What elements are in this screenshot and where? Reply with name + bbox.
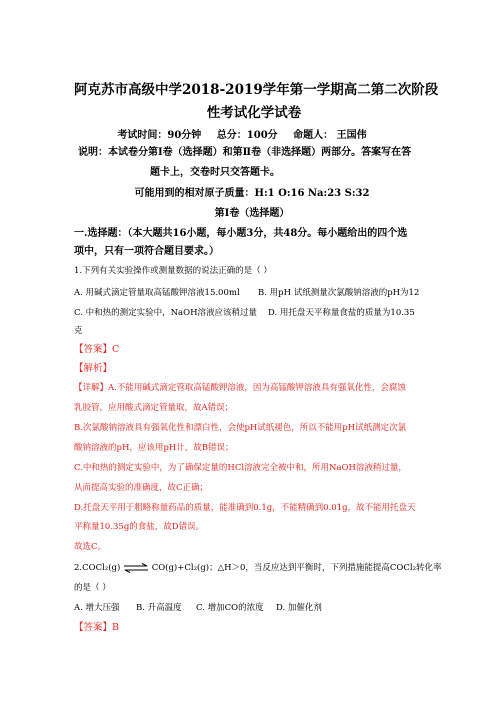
instructions-line1: 说明：本试卷分第Ⅰ卷（选择题）和第Ⅱ卷（非选择题）两部分。答案写在答 <box>78 147 412 158</box>
q1-detail-2: 乳胶管，应用酸式滴定管量取，故A错误； <box>74 403 234 413</box>
q1-option-a: A. 用碱式滴定管量取高锰酸钾溶液15.00ml <box>74 288 240 298</box>
q1-option-b: B. 用pH 试纸测量次氯酸钠溶液的pH为12 <box>258 288 420 298</box>
q1-detail-8: 平称量10.35g的食盐，故D错误。 <box>74 522 205 532</box>
q1-option-c: C. 中和热的测定实验中，NaOH溶液应该稍过量 <box>74 308 257 318</box>
atomic-masses: 可能用到的相对原子质量：H:1 O:16 Na:23 S:32 <box>134 188 370 199</box>
q2-option-a: A. 增大压强 <box>74 603 120 613</box>
q1-option-d-cont: 克 <box>74 326 83 336</box>
q2-reactant: 2.COCl₂(g) <box>74 563 121 573</box>
q2-option-c: C. 增加CO的浓度 <box>196 603 264 613</box>
q1-detail-5: C.中和热的测定实验中，为了确保定量的HCl溶液完全被中和，所用NaOH溶液稍过量， <box>74 463 407 473</box>
exam-meta <box>66 126 430 141</box>
part1-heading-line1: 一.选择题：（本大题共16小题，每小题3分，共48分。每小题给出的四个选 <box>74 228 408 239</box>
q2-stem-cont: 的是（ ） <box>74 583 111 593</box>
q2-stem <box>74 562 442 575</box>
exam-title-line2: 性考试化学试卷 <box>206 105 302 121</box>
q2-option-b: B. 升高温度 <box>136 603 182 613</box>
q1-detail-7: D.托盘天平用于粗略称量药品的质量，能准确到0.1g，不能精确到0.01g，故不能用托盘天 <box>74 503 416 513</box>
reversible-arrow-icon <box>123 563 149 573</box>
part1-heading-line2: 项中，只有一项符合题目要求。） <box>74 246 219 257</box>
q1-detail-4: 酸钠溶液的pH，应该用pH计，故B错误； <box>74 443 234 453</box>
q1-conclusion: 故选C。 <box>74 542 107 552</box>
q1-detail-1: 【详解】A.不能用碱式滴定管取高锰酸钾溶液，因为高锰酸钾溶液具有强氧化性，会腐蚀 <box>74 383 406 393</box>
q2-answer: 【答案】B <box>74 622 119 633</box>
q1-detail-3: B.次氯酸钠溶液具有强氧化性和漂白性，会使pH试纸褪色，所以不能用pH试纸测定次氯 <box>74 423 407 433</box>
q1-stem: 1.下列有关实验操作或测量数据的说法正确的是（ ） <box>74 266 272 276</box>
exam-title-line1: 阿克苏市高级中学2018-2019学年第一学期高二第二次阶段 <box>74 82 439 98</box>
q2-option-d: D. 加催化剂 <box>276 603 322 613</box>
q2-products: CO(g)+Cl₂(g)；△H＞0，当反应达到平衡时，下列措施能提高COCl₂转化率 <box>151 563 442 573</box>
exam-time: 考试时间：90分钟 <box>117 130 202 141</box>
q1-answer: 【答案】C <box>74 344 120 355</box>
exam-score: 总分：100分 <box>216 130 278 141</box>
exam-author: 命题人： 王国伟 <box>293 130 367 141</box>
section-title: 第Ⅰ卷（选择题） <box>214 208 290 219</box>
q1-analysis-label: 【解析】 <box>74 363 113 374</box>
q1-option-d: D. 用托盘天平称量食盐的质量为10.35 <box>268 308 415 318</box>
q1-detail-6: 从而提高实验的准确度，故C正确； <box>74 483 209 493</box>
instructions-line2: 题卡上，交卷时只交答题卡。 <box>150 167 280 178</box>
